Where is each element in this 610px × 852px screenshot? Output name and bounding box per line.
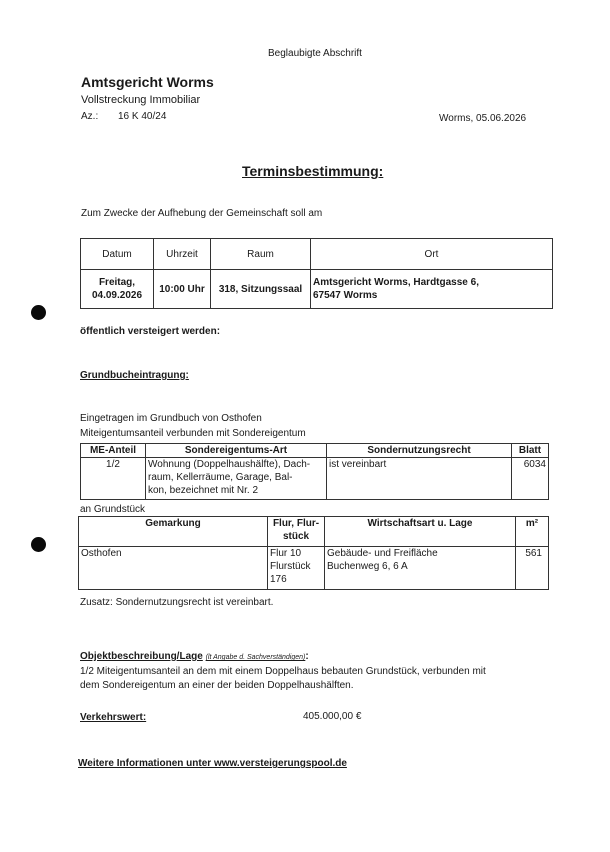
appointment-table: [80, 238, 553, 309]
file-number-label: Az.:: [81, 111, 99, 122]
cell-share: 1/2: [81, 458, 146, 500]
header-sheet: Blatt: [512, 444, 549, 458]
intro-text: Zum Zwecke der Aufhebung der Gemeinschaft soll am: [81, 208, 323, 219]
date-line2: 04.09.2026: [91, 290, 143, 301]
use-line1: Gebäude- und Freifläche: [327, 548, 438, 559]
place-line2: 67547 Worms: [313, 290, 378, 301]
addition-text: Zusatz: Sondernutzungsrecht ist vereinbart.: [80, 597, 274, 608]
use-line2: Buchenweg 6, 6 A: [327, 561, 408, 572]
flur-line1: Flur 10: [270, 548, 302, 559]
cell-room: 318, Sitzungssaal: [211, 270, 311, 309]
object-heading-colon: :: [305, 651, 309, 662]
flur-line2: Flurstück: [270, 561, 311, 572]
cell-place: [311, 270, 553, 309]
file-number: 16 K 40/24: [118, 111, 167, 122]
punch-hole-bottom: [31, 537, 46, 552]
header-date: Datum: [81, 239, 154, 270]
land-register-line1: Eingetragen im Grundbuch von Osthofen: [80, 413, 262, 424]
object-line1: 1/2 Miteigentumsanteil an dem mit einem Doppelhaus bebauten Grundstück, verbunden mit: [80, 666, 486, 677]
more-info-link[interactable]: Weitere Informationen unter www.versteigerungspool.de: [78, 758, 347, 769]
parcel-table: [78, 516, 549, 590]
parcel-label: an Grundstück: [80, 504, 146, 515]
land-register-line2: Miteigentumsanteil verbunden mit Sondereigentum: [80, 428, 306, 439]
object-heading: [80, 651, 309, 662]
certified-copy-label: Beglaubigte Abschrift: [268, 48, 362, 59]
cell-time: 10:00 Uhr: [154, 270, 211, 309]
cell-district: Osthofen: [79, 547, 268, 590]
header-flur-line2: stück: [282, 531, 310, 542]
market-value: 405.000,00 €: [303, 711, 362, 722]
header-special-right: Sondernutzungsrecht: [327, 444, 512, 458]
object-line2: dem Sondereigentum an einer der beiden Doppelhaushälften.: [80, 680, 354, 691]
header-place: Ort: [311, 239, 553, 270]
header-flur-line1: Flur, Flur-: [272, 518, 320, 529]
auction-text: öffentlich versteigert werden:: [80, 326, 221, 337]
header-flur: [268, 517, 325, 547]
punch-hole-top: [31, 305, 46, 320]
header-ownership-type: Sondereigentums-Art: [146, 444, 327, 458]
object-heading-note: (lt Angabe d. Sachverständigen): [205, 654, 306, 661]
cell-area: 561: [516, 547, 549, 590]
ownership-type-line2: raum, Kellerräume, Garage, Bal-: [148, 472, 293, 483]
cell-sheet: 6034: [512, 458, 549, 500]
flur-line3: 176: [270, 574, 287, 585]
court-name: Amtsgericht Worms: [81, 74, 214, 90]
place-date: Worms, 05.06.2026: [439, 113, 527, 124]
cell-date: [81, 270, 154, 309]
ownership-table: [80, 443, 549, 500]
cell-flur: [268, 547, 325, 590]
cell-special-right: ist vereinbart: [327, 458, 512, 500]
ownership-type-line1: Wohnung (Doppelhaushälfte), Dach-: [148, 459, 311, 470]
market-value-label: Verkehrswert:: [80, 712, 147, 723]
cell-use: [325, 547, 516, 590]
header-share: ME-Anteil: [81, 444, 146, 458]
date-line1: Freitag,: [98, 277, 136, 288]
header-use: Wirtschaftsart u. Lage: [325, 517, 516, 547]
ownership-type-line3: kon, bezeichnet mit Nr. 2: [148, 485, 259, 496]
cell-ownership-type: [146, 458, 327, 500]
header-room: Raum: [211, 239, 311, 270]
page-title: Terminsbestimmung:: [242, 163, 384, 179]
header-time: Uhrzeit: [154, 239, 211, 270]
object-heading-text: Objektbeschreibung/Lage: [80, 651, 203, 662]
court-department: Vollstreckung Immobiliar: [81, 94, 201, 106]
header-district: Gemarkung: [79, 517, 268, 547]
land-register-heading: Grundbucheintragung:: [80, 370, 189, 381]
header-area: m²: [516, 517, 549, 547]
place-line1: Amtsgericht Worms, Hardtgasse 6,: [313, 277, 479, 288]
